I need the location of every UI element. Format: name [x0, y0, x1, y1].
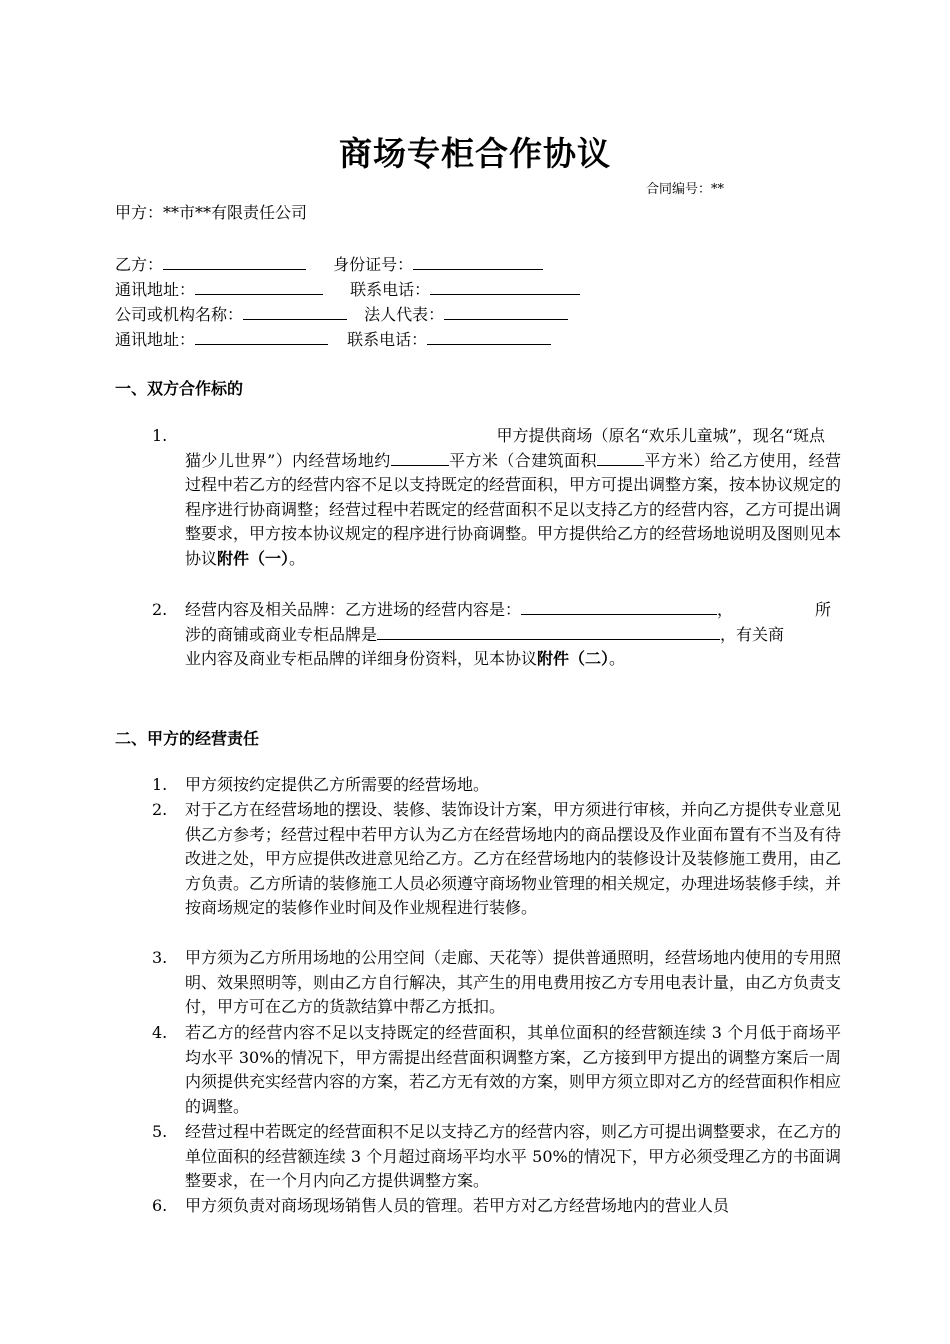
s1-item-2-body [185, 598, 841, 672]
address-blank-1[interactable] [195, 280, 323, 295]
s2-item-5-text: 经营过程中若既定的经营面积不足以支持乙方的经营内容，则乙方可提出调整要求，在乙方的单位面积的经营额连续 3 个月超过商场平均水平 50%的情况下，甲方必须受理乙方的书面调整要求，在一个月内向乙方提供调整方案。 [185, 1122, 842, 1191]
s2-item-5-num: 5. [152, 1122, 168, 1141]
s1-item-2-p3: 所 [814, 600, 831, 619]
phone-blank-1[interactable] [430, 280, 580, 295]
party-a: 甲方：**市**有限责任公司 [115, 203, 308, 222]
s2-item-4-text: 若乙方的经营内容不足以支持既定的经营面积，其单位面积的经营额连续 3 个月低于商场平均水平 30%的情况下，甲方需提出经营面积调整方案，乙方接到甲方提出的调整方案后一周内须提供充实经营内容的方案，若乙方无有效的方案，则甲方须立即对乙方的经营面积作相应的调整。 [185, 1023, 842, 1116]
s2-item-2-text: 对于乙方在经营场地的摆设、装修、装饰设计方案，甲方须进行审核，并向乙方提供专业意见供乙方参考；经营过程中若甲方认为乙方在经营场地内的商品摆设及作业面布置有不当及有待改进之处，甲方应提供改进意见给乙方。乙方在经营场地内的装修设计及装修施工费用，由乙方负责。乙方所请的装修施工人员必须遵守商场物业管理的相关规定，办理进场装修手续，并按商场规定的装修作业时间及作业规程进行装修。 [185, 800, 842, 918]
phone-blank-2[interactable] [427, 330, 551, 345]
business-content-blank[interactable] [521, 599, 717, 615]
party-b-row [115, 252, 543, 275]
address-blank-2[interactable] [195, 330, 328, 345]
s2-item-1-num: 1. [152, 775, 168, 794]
phone-label-2: 联系电话： [347, 330, 428, 349]
s1-item-2-p5: ，有关商 [720, 624, 785, 644]
s2-item-6-text: 甲方须负责对商场现场销售人员的管理。若甲方对乙方经营场地内的营业人员 [185, 1196, 730, 1215]
s1-item-2-p4: 涉的商铺或商业专柜品牌是 [185, 624, 378, 644]
address-label-1: 通讯地址： [115, 280, 196, 299]
s1-item-2-p6: 业内容及商业专柜品牌的详细身份资料，见本协议 [185, 649, 538, 669]
s2-item-4 [152, 1021, 852, 1121]
s2-item-1-text: 甲方须按约定提供乙方所需要的经营场地。 [185, 775, 490, 794]
s1-item-2-end: 。 [609, 649, 626, 669]
annex-1-ref: 附件（一） [217, 548, 290, 568]
s1-item-1-p3: 平方米（合建筑面积 [448, 450, 597, 470]
s2-item-2 [152, 798, 852, 946]
legal-rep-label: 法人代表： [364, 305, 445, 324]
s1-item-1-p4: 平方米）给乙 [643, 450, 743, 470]
company-row [115, 302, 568, 325]
annex-2-ref: 附件（二） [537, 649, 610, 669]
brand-blank[interactable] [377, 624, 720, 640]
s1-item-1-p2: 猫少儿世界”）内经营场地约 [185, 450, 391, 470]
address-label-2: 通讯地址： [115, 330, 196, 349]
document-title: 商场专柜合作协议 [339, 134, 611, 173]
s2-item-4-num: 4. [152, 1023, 168, 1042]
s1-item-1-end: 。 [289, 548, 306, 568]
building-area-blank[interactable] [597, 450, 644, 466]
party-b-label: 乙方： [115, 255, 164, 274]
section-1-heading: 一、双方合作标的 [115, 379, 244, 398]
address-row-2 [115, 327, 551, 350]
id-no-label: 身份证号： [333, 255, 414, 274]
address-row-1 [115, 277, 580, 300]
id-no-blank[interactable] [413, 255, 543, 270]
s1-item-2-num: 2. [152, 600, 168, 619]
legal-rep-blank[interactable] [444, 305, 568, 320]
section-2-heading: 二、甲方的经营责任 [115, 729, 260, 748]
s2-item-2-num: 2. [152, 800, 168, 819]
party-b-blank[interactable] [163, 255, 306, 270]
s1-item-1 [152, 424, 852, 574]
s1-item-1-line1: 甲方提供商场（原名“欢乐儿童城”，现名“斑点 [496, 426, 825, 445]
s1-item-2-p2: ， [717, 600, 734, 619]
s2-item-6-num: 6. [152, 1196, 168, 1215]
s1-item-1-p5: 方使用，经营过程中若乙方的经营内容不足以支持既定的经营面积，甲方可提出调整方案，按本协议规定的程序进行协商调整；经营过程中若既定的经营面积不足以支持乙方的经营内容，乙方可提出调整要求，甲方按本协议规定的程序进行协商调整。甲方提供给乙方的经营场地说明及图则见本协议 [185, 450, 842, 568]
area-blank[interactable] [391, 450, 449, 466]
company-blank[interactable] [243, 305, 347, 320]
s1-item-2 [152, 598, 852, 678]
s2-item-3-text: 甲方须为乙方所用场地的公用空间（走廊、天花等）提供普通照明，经营场地内使用的专用照明、效果照明等，则由乙方自行解决，其产生的用电费用按乙方专用电表计量，由乙方负责支付，甲方可在乙方的货款结算中帮乙方抵扣。 [185, 948, 842, 1017]
s2-item-1 [152, 773, 852, 797]
contract-number: 合同编号：** [646, 182, 725, 197]
company-label: 公司或机构名称： [115, 305, 244, 324]
s2-item-3 [152, 946, 852, 1020]
s2-item-5 [152, 1120, 852, 1194]
s1-item-2-p1: 经营内容及相关品牌：乙方进场的经营内容是： [185, 600, 522, 619]
s1-item-1-body [185, 424, 841, 572]
s2-item-3-num: 3. [152, 948, 168, 967]
s2-item-6 [152, 1194, 852, 1218]
s1-item-1-num: 1. [152, 426, 168, 445]
phone-label-1: 联系电话： [350, 280, 431, 299]
